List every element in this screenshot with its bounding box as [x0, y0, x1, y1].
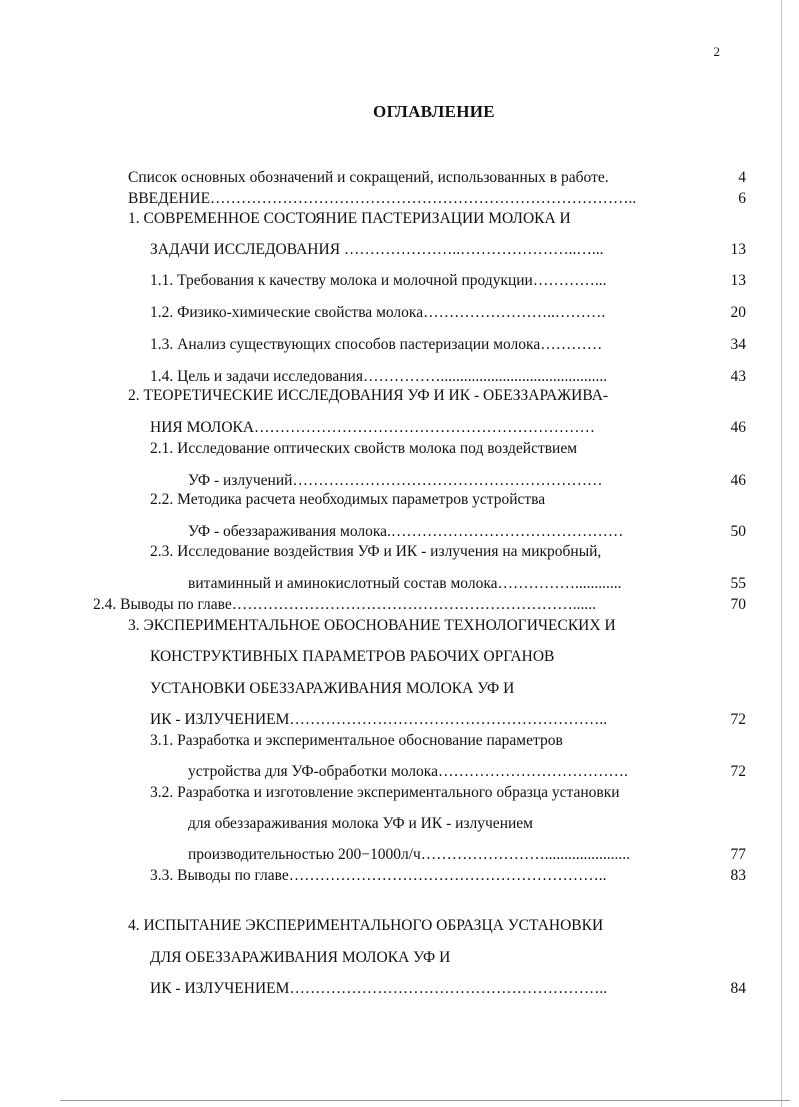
toc-page-2-4: 70 — [730, 596, 746, 613]
toc-chapter-2-line-1: 2. ТЕОРЕТИЧЕСКИЕ ИССЛЕДОВАНИЯ УФ И ИК - ОБЕЗЗАРАЖИВА- — [128, 387, 609, 404]
toc-section-3-2-line-1: 3.2. Разработка и изготовление экспериментального образца установки — [150, 784, 620, 801]
toc-chapter-1-line-2: ЗАДАЧИ ИССЛЕДОВАНИЯ …………………..…………………..…... — [150, 241, 604, 258]
toc-page-3-1: 72 — [730, 763, 746, 780]
page-number: 2 — [713, 44, 720, 59]
toc-page-2-2: 50 — [730, 523, 746, 540]
toc-chapter-1-line-1: 1. СОВРЕМЕННОЕ СОСТОЯНИЕ ПАСТЕРИЗАЦИИ МОЛОКА И — [128, 210, 571, 227]
toc-chapter-3-line-1: 3. ЭКСПЕРИМЕНТАЛЬНОЕ ОБОСНОВАНИЕ ТЕХНОЛОГИЧЕСКИХ И — [128, 617, 616, 634]
toc-chapter-4-line-3: ИК - ИЗЛУЧЕНИЕМ…………………………………………………….. — [150, 980, 608, 997]
toc-section-3-1-line-1: 3.1. Разработка и экспериментальное обоснование параметров — [150, 732, 563, 749]
toc-chapter-4-line-1: 4. ИСПЫТАНИЕ ЭКСПЕРИМЕНТАЛЬНОГО ОБРАЗЦА УСТАНОВКИ — [128, 917, 604, 934]
toc-page-chapter-4: 84 — [730, 980, 746, 997]
toc-page-1-4: 43 — [730, 368, 746, 385]
toc-section-3-2-line-2: для обеззараживания молока УФ и ИК - излучением — [188, 815, 533, 832]
toc-section-3-2-line-3: производительностью 200−1000л/ч……………………...................... — [188, 846, 631, 863]
toc-page-introduction: 6 — [738, 190, 746, 207]
toc-section-3-1-line-2: устройства для УФ-обработки молока………………………………. — [188, 763, 628, 780]
toc-entry-introduction: ВВЕДЕНИЕ……………………………………………………………………….. — [128, 190, 637, 207]
toc-section-2-3-line-1: 2.3. Исследование воздействия УФ и ИК - излучения на микробный, — [150, 543, 602, 560]
toc-page-1-1: 13 — [730, 272, 746, 289]
toc-page-abbreviations: 4 — [738, 169, 746, 186]
page-title: ОГЛАВЛЕНИЕ — [373, 102, 495, 121]
toc-section-2-2-line-2: УФ - обеззараживания молока.……………………………………… — [188, 523, 624, 540]
toc-page-3-3: 83 — [730, 867, 746, 884]
toc-section-1-4: 1.4. Цель и задачи исследования……………........................................... — [150, 368, 608, 385]
scan-edge-bottom — [60, 1100, 790, 1101]
toc-section-1-1: 1.1. Требования к качеству молока и молочной продукции…………... — [150, 272, 607, 289]
toc-chapter-2-line-2: НИЯ МОЛОКА………………………………………………………… — [150, 419, 596, 436]
toc-page-2-3: 55 — [730, 575, 746, 592]
toc-entry-abbreviations: Список основных обозначений и сокращений, использованных в работе. — [128, 169, 609, 186]
toc-section-2-1-line-1: 2.1. Исследование оптических свойств молока под воздействием — [150, 440, 578, 457]
toc-page-3-2: 77 — [730, 846, 746, 863]
toc-section-1-2: 1.2. Физико-химические свойства молока……………………..………. — [150, 304, 606, 321]
toc-section-1-3: 1.3. Анализ существующих способов пастеризации молока………… — [150, 336, 603, 353]
toc-page-1-3: 34 — [730, 336, 746, 353]
toc-page-chapter-3: 72 — [730, 711, 746, 728]
toc-section-2-4: 2.4. Выводы по главе…………………………………………………………...... — [93, 596, 597, 613]
toc-chapter-3-line-3: УСТАНОВКИ ОБЕЗЗАРАЖИВАНИЯ МОЛОКА УФ И — [150, 680, 515, 697]
toc-chapter-3-line-4: ИК - ИЗЛУЧЕНИЕМ…………………………………………………….. — [150, 711, 608, 728]
toc-section-2-1-line-2: УФ - излучений…………………………………………………… — [188, 472, 603, 489]
scan-edge-right — [781, 0, 782, 1107]
toc-section-2-2-line-1: 2.2. Методика расчета необходимых параметров устройства — [150, 491, 546, 508]
toc-page-chapter-1: 13 — [730, 241, 746, 258]
toc-section-2-3-line-2: витаминный и аминокислотный состав молока……………............ — [188, 575, 622, 592]
toc-section-3-3: 3.3. Выводы по главе…………………………………………………….. — [150, 867, 607, 884]
toc-chapter-4-line-2: ДЛЯ ОБЕЗЗАРАЖИВАНИЯ МОЛОКА УФ И — [150, 949, 451, 966]
toc-page-1-2: 20 — [730, 304, 746, 321]
toc-page-2-1: 46 — [730, 472, 746, 489]
toc-chapter-3-line-2: КОНСТРУКТИВНЫХ ПАРАМЕТРОВ РАБОЧИХ ОРГАНОВ — [150, 648, 555, 665]
toc-page-chapter-2: 46 — [730, 419, 746, 436]
